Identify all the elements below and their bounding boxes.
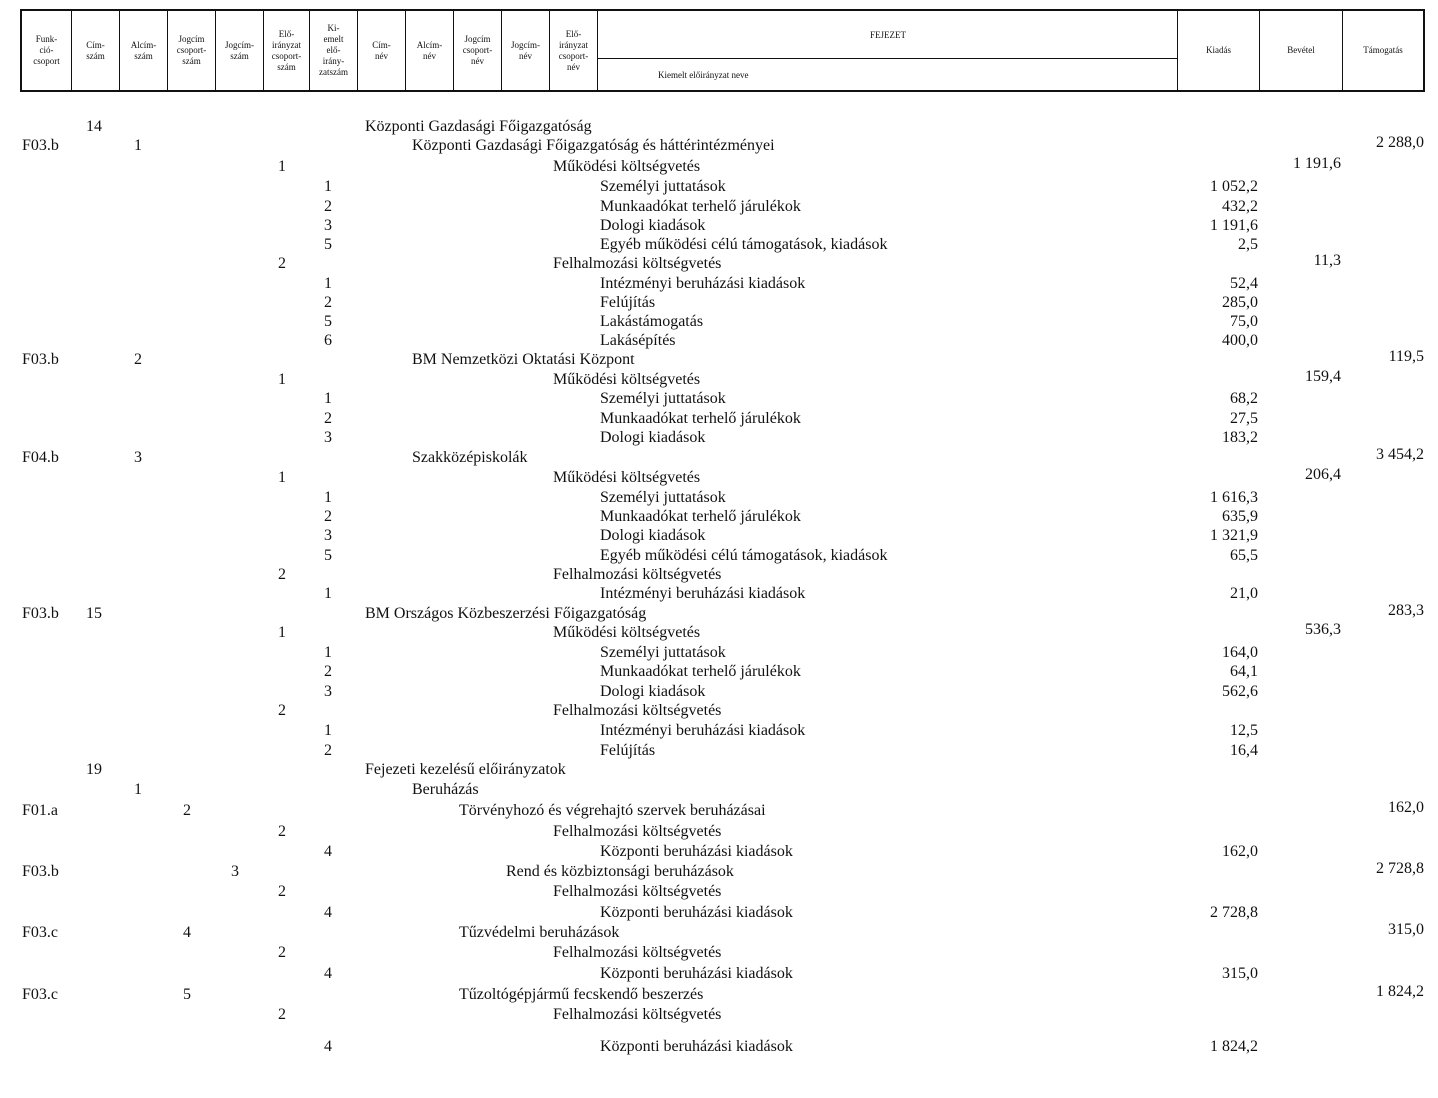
alcimszam-cell: 1 [134,137,142,154]
kiemelt-szam-cell: 1 [324,390,332,407]
row-name-cell: Intézményi beruházási kiadások [600,585,806,602]
table-row [0,682,1438,702]
table-row [0,312,1438,332]
kiadas-cell: 1 616,3 [1210,489,1258,506]
bevetel-cell: 1 191,6 [1293,155,1341,172]
header-kiemelt-nev: Kiemelt előirányzat neve [658,69,749,80]
row-name-cell: Törvényhozó és végrehajtó szervek beruházásai [459,802,766,819]
row-name-cell: BM Országos Közbeszerzési Főigazgatóság [365,605,647,622]
bevetel-cell: 159,4 [1305,368,1341,385]
row-name-cell: Felhalmozási költségvetés [553,566,722,583]
row-name-cell: Munkaadókat terhelő járulékok [600,198,801,215]
kiadas-cell: 16,4 [1230,742,1258,759]
row-name-cell: Fejezeti kezelésű előirányzatok [365,761,566,778]
header-eloiranyzat-csoport-nev: Elő- irányzat csoport- név [550,11,598,90]
header-cimszam: Cím- szám [72,11,120,90]
tamogatas-cell: 2 288,0 [1376,134,1424,151]
table-row [0,882,1438,902]
row-name-cell: Személyi juttatások [600,390,726,407]
table-row [0,1005,1438,1025]
funkcio-cell: F03.b [22,137,59,154]
kiadas-cell: 1 191,6 [1210,217,1258,234]
header-alcimszam: Alcím- szám [120,11,168,90]
header-jogcimcsoport-szam: Jogcím csoport- szám [168,11,216,90]
header-jogcimnev: Jogcím- név [502,11,550,90]
header-bevetel: Bevétel [1260,11,1343,90]
table-row [0,177,1438,197]
kiadas-cell: 315,0 [1222,965,1258,982]
kiemelt-szam-cell: 2 [324,198,332,215]
table-row [0,801,1438,821]
table-row [0,662,1438,682]
eloiranyzat-csoport-cell: 1 [278,469,286,486]
kiadas-cell: 68,2 [1230,390,1258,407]
row-name-cell: Felhalmozási költségvetés [553,883,722,900]
table-row [0,428,1438,448]
row-name-cell: Működési költségvetés [553,158,701,175]
table-row [0,721,1438,741]
kiadas-cell: 2,5 [1238,236,1258,253]
row-name-cell: Dologi kiadások [600,429,706,446]
row-name-cell: Felhalmozási költségvetés [553,944,722,961]
kiemelt-szam-cell: 3 [324,217,332,234]
table-row [0,274,1438,294]
eloiranyzat-csoport-cell: 2 [278,702,286,719]
table-row [0,741,1438,761]
kiemelt-szam-cell: 5 [324,547,332,564]
kiadas-cell: 21,0 [1230,585,1258,602]
table-row [0,780,1438,800]
tamogatas-cell: 1 824,2 [1376,983,1424,1000]
funkcio-cell: F03.c [22,986,58,1003]
row-name-cell: Központi Gazdasági Főigazgatóság és háttérintézményei [412,137,775,154]
kiadas-cell: 432,2 [1222,198,1258,215]
funkcio-cell: F03.b [22,605,59,622]
kiadas-cell: 162,0 [1222,843,1258,860]
row-name-cell: Központi beruházási kiadások [600,904,793,921]
row-name-cell: Tűzoltógépjármű fecskendő beszerzés [459,986,704,1003]
alcimszam-cell: 1 [134,781,142,798]
funkcio-cell: F03.c [22,924,58,941]
table-row [0,468,1438,488]
eloiranyzat-csoport-cell: 2 [278,944,286,961]
kiadas-cell: 2 728,8 [1210,904,1258,921]
table-row [0,822,1438,842]
header-alcimnev: Alcím- név [406,11,454,90]
row-name-cell: Személyi juttatások [600,644,726,661]
kiemelt-szam-cell: 3 [324,429,332,446]
tamogatas-cell: 162,0 [1388,799,1424,816]
row-name-cell: Központi beruházási kiadások [600,1038,793,1055]
eloiranyzat-csoport-cell: 1 [278,158,286,175]
eloiranyzat-csoport-cell: 1 [278,624,286,641]
jogcimcsoport-cell: 5 [183,986,191,1003]
row-name-cell: Központi beruházási kiadások [600,965,793,982]
kiadas-cell: 27,5 [1230,410,1258,427]
table-row [0,254,1438,274]
bevetel-cell: 536,3 [1305,621,1341,638]
kiemelt-szam-cell: 2 [324,742,332,759]
header-fejezet: FEJEZET [598,11,1178,59]
funkcio-cell: F03.b [22,863,59,880]
header-kiadas: Kiadás [1178,11,1260,90]
funkcio-cell: F03.b [22,351,59,368]
kiemelt-szam-cell: 1 [324,585,332,602]
jogcimcsoport-cell: 2 [183,802,191,819]
kiemelt-szam-cell: 5 [324,313,332,330]
row-name-cell: Beruházás [412,781,479,798]
table-row [0,157,1438,177]
table-row [0,701,1438,721]
row-name-cell: Intézményi beruházási kiadások [600,722,806,739]
kiadas-cell: 400,0 [1222,332,1258,349]
kiadas-cell: 285,0 [1222,294,1258,311]
kiemelt-szam-cell: 2 [324,663,332,680]
kiemelt-szam-cell: 1 [324,644,332,661]
row-name-cell: Dologi kiadások [600,683,706,700]
row-name-cell: Központi beruházási kiadások [600,843,793,860]
kiadas-cell: 183,2 [1222,429,1258,446]
row-name-cell: Felhalmozási költségvetés [553,1006,722,1023]
row-name-cell: Személyi juttatások [600,489,726,506]
kiemelt-szam-cell: 4 [324,965,332,982]
table-row [0,584,1438,604]
cimszam-cell: 15 [86,605,102,622]
table-row [0,216,1438,236]
kiadas-cell: 1 052,2 [1210,178,1258,195]
kiemelt-szam-cell: 4 [324,904,332,921]
table-row [0,565,1438,585]
table-header [20,9,1425,92]
table-row [0,409,1438,429]
table-row [0,331,1438,351]
row-name-cell: Működési költségvetés [553,371,701,388]
tamogatas-cell: 315,0 [1388,921,1424,938]
funkcio-cell: F04.b [22,449,59,466]
row-name-cell: Dologi kiadások [600,527,706,544]
kiemelt-szam-cell: 1 [324,275,332,292]
jogcimcsoport-cell: 4 [183,924,191,941]
jogcim-cell: 3 [231,863,239,880]
kiemelt-szam-cell: 1 [324,489,332,506]
kiadas-cell: 635,9 [1222,508,1258,525]
kiemelt-szam-cell: 2 [324,294,332,311]
kiadas-cell: 12,5 [1230,722,1258,739]
table-row [0,197,1438,217]
table-row [0,923,1438,943]
header-kiemelt-szam: Ki- emelt elő- irány- zatszám [310,11,358,90]
tamogatas-cell: 283,3 [1388,602,1424,619]
eloiranyzat-csoport-cell: 2 [278,255,286,272]
kiemelt-szam-cell: 1 [324,722,332,739]
kiadas-cell: 562,6 [1222,683,1258,700]
kiadas-cell: 164,0 [1222,644,1258,661]
row-name-cell: Felújítás [600,294,656,311]
table-row [0,964,1438,984]
table-row [0,507,1438,527]
table-row [0,903,1438,923]
kiadas-cell: 65,5 [1230,547,1258,564]
table-row [0,604,1438,624]
row-name-cell: Egyéb működési célú támogatások, kiadások [600,547,888,564]
bevetel-cell: 206,4 [1305,466,1341,483]
kiemelt-szam-cell: 3 [324,527,332,544]
row-name-cell: Személyi juttatások [600,178,726,195]
row-name-cell: Szakközépiskolák [412,449,528,466]
table-row [0,136,1438,156]
row-name-cell: Intézményi beruházási kiadások [600,275,806,292]
tamogatas-cell: 3 454,2 [1376,446,1424,463]
table-row [0,623,1438,643]
table-row [0,448,1438,468]
kiemelt-szam-cell: 3 [324,683,332,700]
table-row [0,370,1438,390]
header-tamogatas: Támogatás [1363,45,1403,55]
row-name-cell: Egyéb működési célú támogatások, kiadások [600,236,888,253]
table-row [0,760,1438,780]
cimszam-cell: 14 [86,118,102,135]
kiemelt-szam-cell: 1 [324,178,332,195]
row-name-cell: Lakásépítés [600,332,676,349]
eloiranyzat-csoport-cell: 1 [278,371,286,388]
kiemelt-szam-cell: 6 [324,332,332,349]
kiadas-cell: 1 321,9 [1210,527,1258,544]
row-name-cell: Felhalmozási költségvetés [553,823,722,840]
kiadas-cell: 1 824,2 [1210,1038,1258,1055]
funkcio-cell: F01.a [22,802,58,819]
table-row [0,293,1438,313]
eloiranyzat-csoport-cell: 2 [278,566,286,583]
table-row [0,842,1438,862]
row-name-cell: Felújítás [600,742,656,759]
table-row [0,943,1438,963]
bevetel-cell: 11,3 [1313,252,1341,269]
row-name-cell: Felhalmozási költségvetés [553,702,722,719]
tamogatas-cell: 2 728,8 [1376,860,1424,877]
row-name-cell: Működési költségvetés [553,624,701,641]
header-eloiranyzat-csoport-szam: Elő- irányzat csoport- szám [264,11,310,90]
tamogatas-cell: 119,5 [1388,348,1424,365]
row-name-cell: Rend és közbiztonsági beruházások [506,863,734,880]
row-name-cell: Működési költségvetés [553,469,701,486]
header-jogcimszam: Jogcím- szám [216,11,264,90]
header-jogcimcsoport-nev: Jogcím csoport- név [454,11,502,90]
table-row [0,862,1438,882]
table-row [0,526,1438,546]
row-name-cell: BM Nemzetközi Oktatási Központ [412,351,635,368]
table-row [0,488,1438,508]
alcimszam-cell: 3 [134,449,142,466]
kiadas-cell: 64,1 [1230,663,1258,680]
row-name-cell: Dologi kiadások [600,217,706,234]
table-row [0,1037,1438,1057]
kiemelt-szam-cell: 2 [324,410,332,427]
kiemelt-szam-cell: 4 [324,843,332,860]
kiemelt-szam-cell: 2 [324,508,332,525]
row-name-cell: Lakástámogatás [600,313,704,330]
alcimszam-cell: 2 [134,351,142,368]
row-name-cell: Munkaadókat terhelő járulékok [600,508,801,525]
cimszam-cell: 19 [86,761,102,778]
row-name-cell: Felhalmozási költségvetés [553,255,722,272]
table-row [0,643,1438,663]
kiadas-cell: 52,4 [1230,275,1258,292]
row-name-cell: Központi Gazdasági Főigazgatóság [365,118,592,135]
header-cimnev: Cím- név [358,11,406,90]
kiadas-cell: 75,0 [1230,313,1258,330]
table-row [0,389,1438,409]
kiemelt-szam-cell: 5 [324,236,332,253]
eloiranyzat-csoport-cell: 2 [278,823,286,840]
row-name-cell: Tűzvédelmi beruházások [459,924,620,941]
table-row [0,546,1438,566]
table-row [0,985,1438,1005]
row-name-cell: Munkaadókat terhelő járulékok [600,663,801,680]
row-name-cell: Munkaadókat terhelő járulékok [600,410,801,427]
kiemelt-szam-cell: 4 [324,1038,332,1055]
eloiranyzat-csoport-cell: 2 [278,883,286,900]
table-row [0,235,1438,255]
eloiranyzat-csoport-cell: 2 [278,1006,286,1023]
table-row [0,350,1438,370]
header-funkcio: Funk- ció- csoport [22,11,72,90]
table-row [0,117,1438,137]
